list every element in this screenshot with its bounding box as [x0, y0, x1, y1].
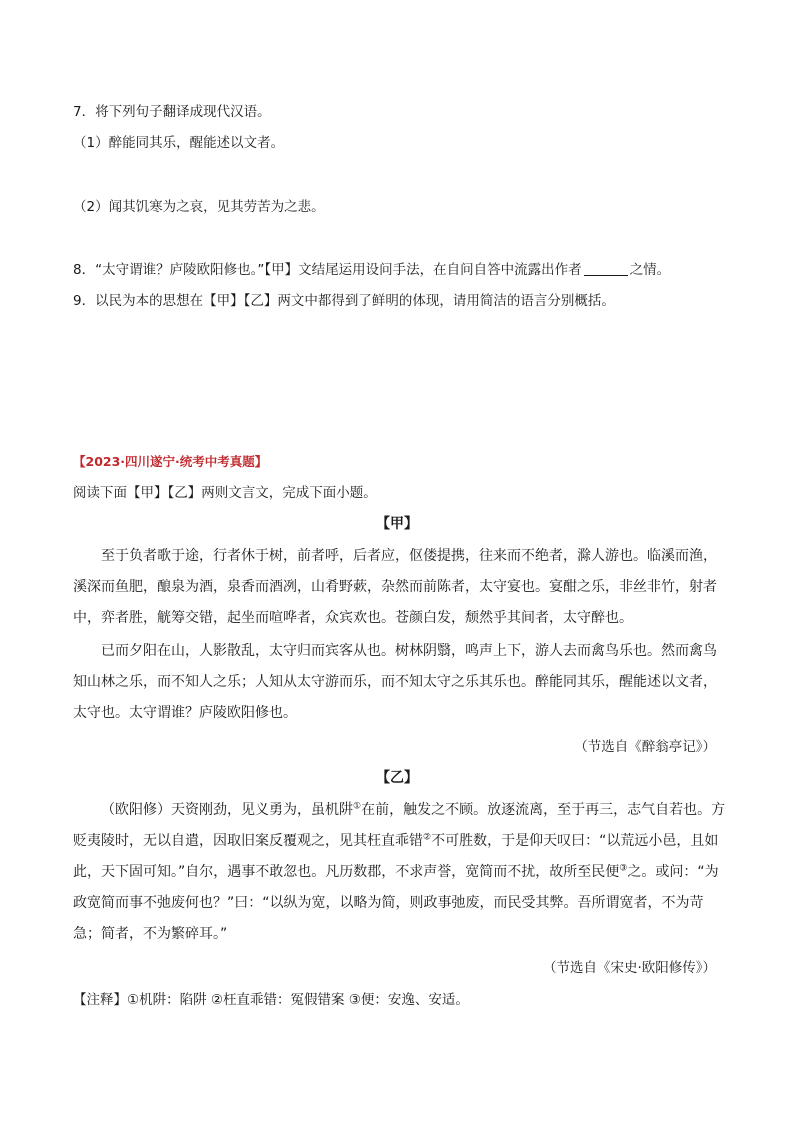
footnote-marker-3: ③ — [619, 863, 628, 874]
text-line: 溪深而鱼肥，酿泉为酒，泉香而酒冽，山肴野蔌，杂然而前陈者，太守宴也。宴酣之乐，非丝非竹，射者 — [73, 579, 717, 595]
text-line — [73, 857, 723, 888]
text-line: 至于负者歌于途，行者休于树，前者呼，后者应，伛偻提携，往来而不绝者，滁人游也。临溪而渔， — [101, 548, 717, 564]
question-8-tail: 之情。 — [629, 262, 671, 278]
passage-jia-paragraph-2 — [73, 636, 723, 729]
text-segment: 不可胜数，于是仰天叹曰：“以荒远小邑，且如 — [431, 833, 719, 849]
text-line: 知山林之乐，而不知人之乐；人知从太守游而乐，而不知太守之乐其乐也。醉能同其乐，醒能述以文者， — [73, 674, 717, 690]
text-segment: 贬夷陵时，无以自遣，因取旧案反覆观之，见其枉直乖错 — [73, 833, 423, 849]
text-line — [73, 826, 723, 857]
question-9: 9．以民为本的思想在【甲】【乙】两文中都得到了鲜明的体现，请用简洁的语言分别概括。 — [73, 293, 615, 309]
footnote-marker-2: ② — [423, 832, 432, 843]
question-7-sentence-2: （2）闻其饥寒为之哀，见其劳苦为之悲。 — [73, 199, 325, 215]
passage-yi-heading: 【乙】 — [376, 770, 418, 786]
question-8 — [73, 260, 670, 280]
passage-yi-source: （节选自《宋史·欧阳修传》） — [542, 960, 716, 976]
text-line: 政宽简而事不弛废何也？”曰：“以纵为宽，以略为简，则政事弛废，而民受其弊。吾所谓宽者，不为苛 — [73, 895, 704, 911]
question-7-sentence-1: （1）醉能同其乐，醒能述以文者。 — [73, 135, 285, 151]
instruction: 阅读下面【甲】【乙】两则文言文，完成下面小题。 — [73, 485, 377, 501]
passage-jia-paragraph-1 — [73, 541, 723, 634]
text-segment: 此，天下固可知。”自尔，遇事不敢忽也。凡历数郡，不求声誉，宽简而不扰，故所至民便 — [73, 864, 620, 880]
passage-jia-heading: 【甲】 — [376, 516, 418, 532]
passage-jia-source: （节选自《醉翁亭记》） — [574, 739, 716, 755]
text-segment: （欧阳修）天资刚劲，见义勇为，虽机阱 — [101, 802, 353, 818]
question-7-stem: 7．将下列句子翻译成现代汉语。 — [73, 104, 271, 120]
text-line: 中，弈者胜，觥筹交错，起坐而喧哗者，众宾欢也。苍颜白发，颓然乎其间者，太守醉也。 — [73, 610, 633, 626]
question-8-text: 8．“太守谓谁？庐陵欧阳修也。”【甲】文结尾运用设问手法，在自问自答中流露出作者 — [73, 262, 582, 278]
answer-blank — [584, 261, 628, 276]
source-tag: 【2023·四川遂宁·统考中考真题】 — [73, 454, 268, 469]
text-line: 已而夕阳在山，人影散乱，太守归而宾客从也。树林阴翳，鸣声上下，游人去而禽鸟乐也。然而禽鸟 — [101, 643, 717, 659]
text-segment: 在前，触发之不顾。放逐流离，至于再三，志气自若也。方 — [361, 802, 726, 818]
text-line — [73, 795, 726, 826]
annotations: 【注释】①机阱：陷阱 ②枉直乖错：冤假错案 ③便：安逸、安适。 — [73, 992, 469, 1008]
text-line: 急；简者，不为繁碎耳。” — [73, 926, 228, 942]
footnote-marker-1: ① — [353, 801, 362, 812]
text-line: 太守也。太守谓谁？庐陵欧阳修也。 — [73, 705, 297, 721]
text-segment: 之。或问：“为 — [627, 864, 719, 880]
passage-yi-paragraph — [73, 795, 726, 950]
